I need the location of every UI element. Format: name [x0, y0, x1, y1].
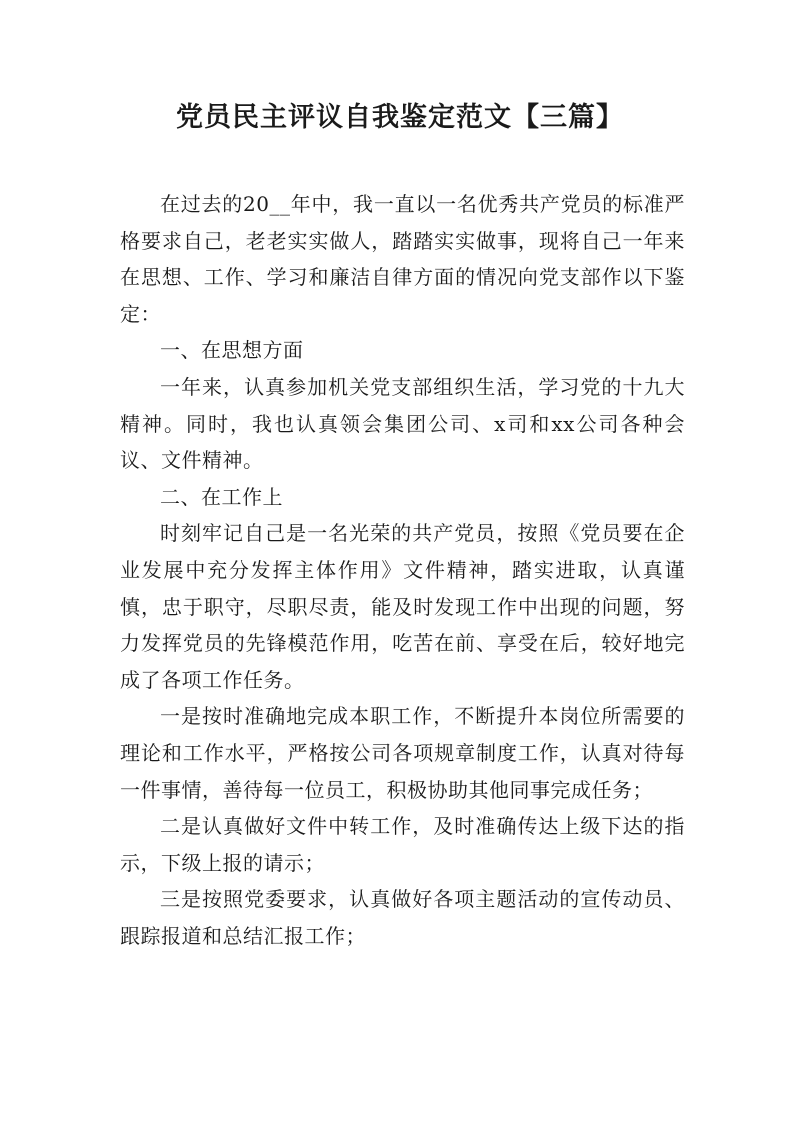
- paragraph-work-item-2: 二是认真做好文件中转工作，及时准确传达上级下达的指示，下级上报的请示；: [120, 814, 685, 875]
- section-heading-thought: 一、在思想方面: [160, 338, 304, 363]
- paragraph-work: 时刻牢记自己是一名光荣的共产党员，按照《党员要在企业发展中充分发挥主体作用》文件精神，踏实进取，认真谨慎，忠于职守，尽职尽责，能及时发现工作中出现的问题，努力发挥党员的先锋模范作用，吃苦在前、享受在后，较好地完成了各项工作任务。: [120, 521, 685, 692]
- document-body: [120, 186, 685, 954]
- paragraph-work-item-1: 一是按时准确地完成本职工作，不断提升本岗位所需要的理论和工作水平，严格按公司各项规章制度工作，认真对待每一件事情，善待每一位员工，积极协助其他同事完成任务；: [120, 704, 685, 802]
- paragraph-intro: 在过去的20__年中，我一直以一名优秀共产党员的标准严格要求自己，老老实实做人，踏踏实实做事，现将自己一年来在思想、工作、学习和廉洁自律方面的情况向党支部作以下鉴定：: [120, 192, 685, 326]
- paragraph-work-item-3: 三是按照党委要求，认真做好各项主题活动的宣传动员、跟踪报道和总结汇报工作；: [120, 887, 685, 948]
- section-heading-work: 二、在工作上: [160, 484, 283, 509]
- paragraph-thought: 一年来，认真参加机关党支部组织生活，学习党的十九大精神。同时，我也认真领会集团公司、x司和xx公司各种会议、文件精神。: [120, 374, 685, 473]
- document-title: 党员民主评议自我鉴定范文【三篇】: [176, 102, 624, 133]
